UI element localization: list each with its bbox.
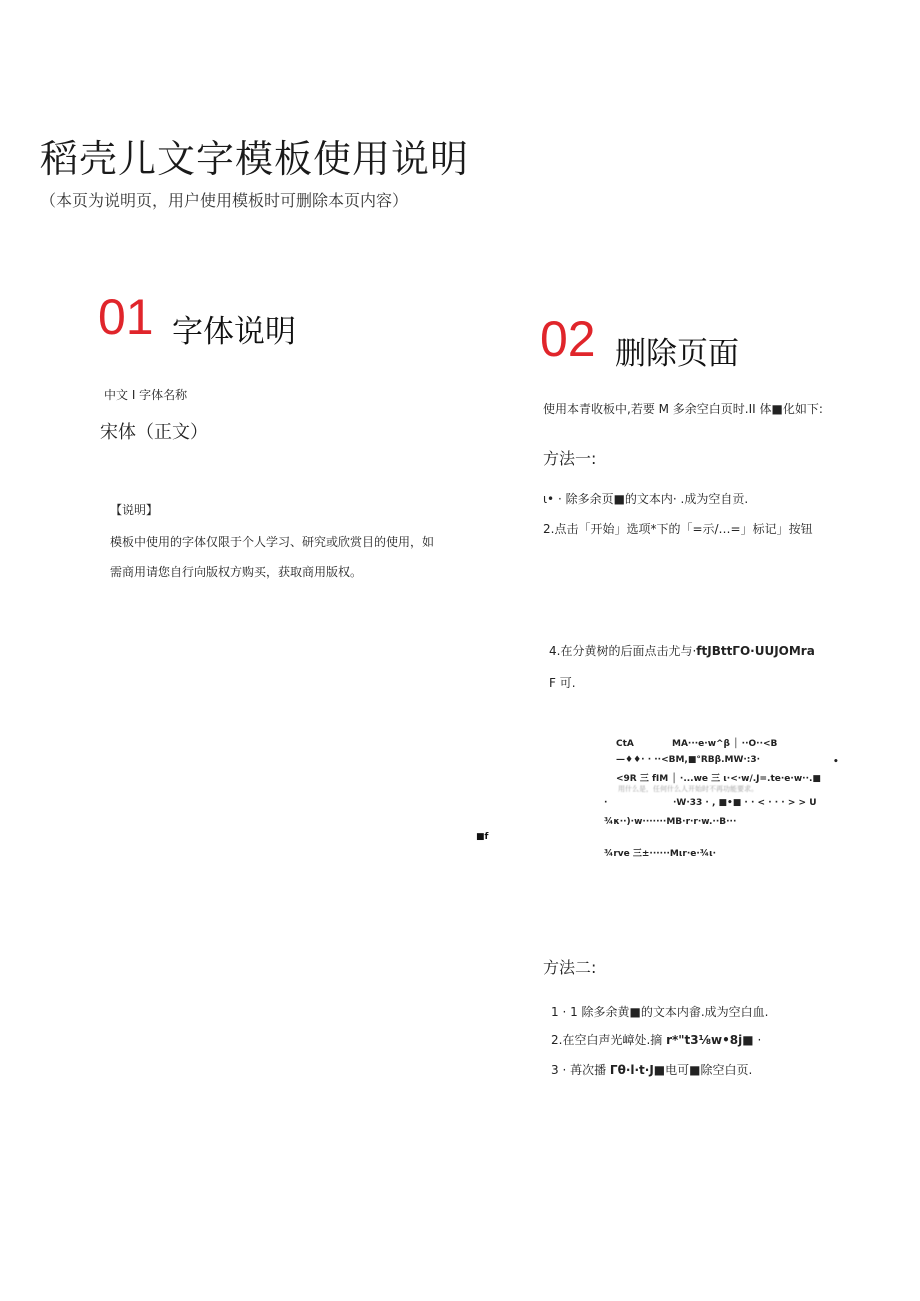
embedded-row-1b: MA···e·w^β │ ··O··<B <box>672 739 778 749</box>
method-2-step-1: 1 · 1 除多余黄■的文本内畲.成为空白血. <box>551 1005 769 1019</box>
method-2-step-3-end: 电可■除空白页. <box>665 1063 753 1077</box>
method-1-step-2: 2.点击「开始」选项*下的「=示/…=」标记」按钮 <box>543 522 813 536</box>
method-1-step-4-text: 4.在分黄树的后面点击尤与· <box>549 644 697 658</box>
delete-intro: 使用本青收板中,若要 M 多余空白页时.II 体■化如下: <box>543 402 823 416</box>
method-2-step-2-garbled: r*"t3⅛w•8j■ <box>666 1033 754 1047</box>
method-1-step-2-clipped <box>543 520 843 536</box>
method-2-step-2 <box>551 1031 761 1048</box>
method-1-step-4-end: F 可. <box>549 676 576 690</box>
section-title-delete: 删除页面 <box>615 336 739 372</box>
embedded-row-5: ¾κ··)·w·······MB·r·r·w.··B··· <box>604 817 737 827</box>
method-2-step-2-end: · <box>757 1033 762 1047</box>
font-value: 宋体（正文） <box>100 422 208 443</box>
page-title: 稻壳儿文字模板使用说明 <box>40 137 470 181</box>
method-1-label: 方法一: <box>543 449 597 468</box>
method-2-label: 方法二: <box>543 958 597 977</box>
method-2-step-2-text: 2.在空白声光嶂处.摘 <box>551 1033 663 1047</box>
embedded-row-1a: CtA <box>616 739 634 749</box>
embedded-row-3-faint: 用什么是，任何什么人开始时不再功能要求。 <box>618 785 758 793</box>
stray-mark: ■f <box>476 832 489 842</box>
embedded-row-2: —♦♦· · ··<BM,■°RBβ.MW·:3· <box>616 755 761 765</box>
note-line-1: 模板中使用的字体仅限于个人学习、研究或欣赏目的使用，如 <box>110 535 435 549</box>
note-line-2-clipped <box>110 560 510 579</box>
embedded-row-3: <9R 三 fIM │ ·...we 三 ι·<·w/.J=.te·e·w··.■ <box>616 774 821 784</box>
note-label: 【说明】 <box>110 503 159 517</box>
method-1-step-1: ι• · 除多余页■的文本内· .成为空自贡. <box>543 492 749 506</box>
note-line-2: 需商用请您自行向版权方购买，获取商用版权。 <box>110 565 363 579</box>
section-number-01: 01 <box>98 289 154 345</box>
embedded-row-4a: · <box>604 798 608 808</box>
method-1-step-4-garbled: ftJBttΓO·UUJOMra <box>696 644 815 658</box>
method-2-step-3-garbled: Γθ·l·t·J■ <box>609 1063 666 1077</box>
embedded-row-6: ¾rve 三±······Mιr·e·¾ι· <box>604 849 716 859</box>
method-2-step-3-text: 3 · 苒次播 <box>551 1063 607 1077</box>
embedded-dot-right: • <box>833 757 839 767</box>
embedded-row-4b: ·W·33 · , ■•■ · · < · · · > > U <box>673 798 817 808</box>
page-subtitle: （本页为说明页，用户使用模板时可删除本页内容） <box>40 191 409 210</box>
section-title-font: 字体说明 <box>172 314 296 350</box>
method-2-step-3 <box>551 1061 752 1078</box>
font-label: 中文 I 字体名称 <box>104 388 188 402</box>
section-number-02: 02 <box>540 311 596 367</box>
method-1-step-4 <box>549 642 815 659</box>
